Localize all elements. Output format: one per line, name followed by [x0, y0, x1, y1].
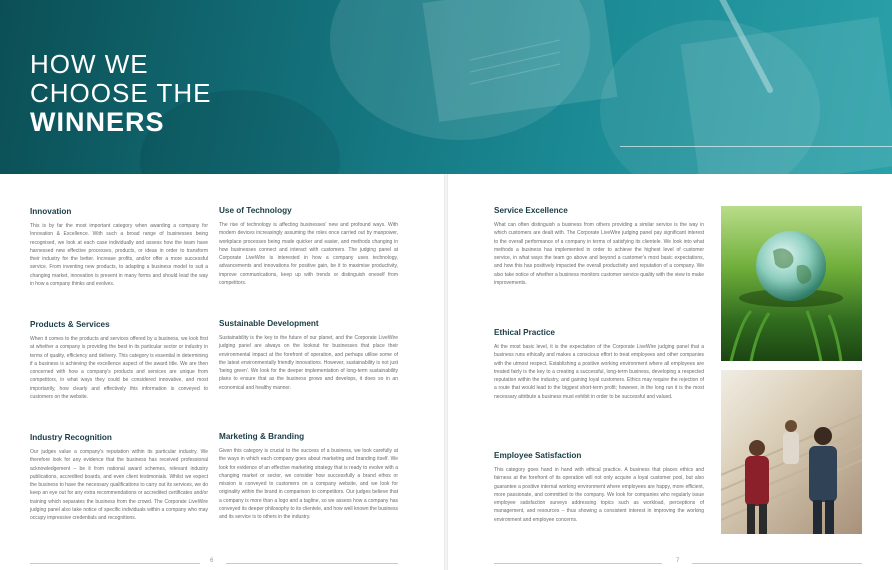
section-body: Sustainability is the key to the future of our planet, and the Corporate LiveWire judging panel are always on the lookout for businesses that place their environmental impact at the forefront of operation, and perhaps utilise some of the latest environmentally friendly innovations. However, sustainability is not just 'being green'. We look for the deeper implementation of long-term sustainability plans to ensure that as the business grows and develops, it does so in an economical and healthy manner.	[219, 335, 398, 391]
footer-rule	[30, 563, 200, 564]
page-number-right: 7	[676, 558, 680, 564]
section-use-of-technology	[219, 206, 398, 287]
globe-illustration	[721, 206, 862, 361]
section-title: Products & Services	[30, 320, 110, 329]
section-body: This category goes hand in hand with ethical practice. A business that places ethics and fairness at the forefront of its operation will not only acquire a loyal customer pool, but also guarantee a positive internal working environment where employees are happy, more efficient, more passionate, and committed to the company. We look for companies who regularly issue employee satisfaction surveys addressing topics such as workload, perceptions of management, and resources – thus showing a consistent interest in improving the working environment and employee concerns.	[494, 467, 704, 523]
section-employee-satisfaction	[494, 451, 704, 524]
banner-divider	[620, 146, 892, 147]
section-title: Use of Technology	[219, 206, 292, 215]
section-body: When it comes to the products and services offered by a business, we look first at whether a company is providing the best in its particular sector or industry in terms of quality, efficiency and delivery. This category is essential in determining if a business is achieving the excellence aspect of the award title. We are then concerned with how a company's products and services are unique from competitors, in what ways they could be considered innovative, and most importantly, how clearly and effectively this information is conveyed to customers on the website.	[30, 336, 208, 401]
footer-rule	[494, 563, 662, 564]
title-line-3: WINNERS	[30, 107, 165, 137]
section-title: Innovation	[30, 207, 72, 216]
section-title: Ethical Practice	[494, 328, 555, 337]
footer-rule	[692, 563, 862, 564]
section-body: Given this category is crucial to the success of a business, we look carefully at the ways in which each company goes about marketing and branding itself. We look for evidence of an effective marketing strategy that is ready to evolve with a changing market or sector, we consider how successfully a brand ethos or mission is conveyed to customers on a company website, and we look for originality within the brand in comparison to competitors. Our judges believe that a company is more than a logo and a tagline, so we assess how a company has conveyed its deeper philosophy to its clientele, and how well known the business and its service is to others in the industry.	[219, 448, 398, 521]
header-banner	[0, 0, 892, 174]
section-body: The rise of technology is affecting businesses' new and profound ways. With modern devices increasingly assuming the roles once carried out by manpower, workplace processes being made quicker and easier, and methods changing in how businesses connect and interact with customers. The judging panel at Corporate LiveWire is interested in how a company uses technology, advancements and innovations for positive gain, be it to maximise productivity, improve communications, keep up with trends or distinguish oneself from competitors.	[219, 222, 398, 287]
page-number-left: 6	[210, 558, 214, 564]
section-body: At the most basic level, it is the expectation of the Corporate LiveWire judging panel that a business runs ethically and makes a conscious effort to treat employees and other companies with the utmost respect. Establishing a positive working environment where all employees are treated fairly is the key to a creating a successful, long-term business, developing a respected reputation within the industry, and gaining loyal customers. Ethics may require the rejection of a route that would lead to the biggest short-term profit; however, in the long run it is the most necessary attribute a business must exhibit in order to be successful and valued.	[494, 344, 704, 400]
section-title: Employee Satisfaction	[494, 451, 582, 460]
footer-rule	[226, 563, 398, 564]
section-title: Industry Recognition	[30, 433, 112, 442]
page-title	[30, 50, 211, 137]
title-line-2: CHOOSE THE	[30, 78, 212, 108]
section-body: Our judges value a company's reputation within its particular industry. We therefore look for any evidence that the business has received professional acknowledgement – be it from national award schemes, relevant industry publications, accredited boards, and even client testimonials. Whilst we expect the business to have the necessary qualifications to carry out its services, we do keep an eye out for any extra recommendations or accredited certificates and/or training which separates the business from the crowd. The Corporate LiveWire judging panel also take notice of specific individuals within a company who may occupy impressive credentials and recognitions.	[30, 449, 208, 522]
section-marketing-branding	[219, 432, 398, 522]
section-sustainable-development	[219, 319, 398, 392]
section-industry-recognition	[30, 433, 208, 523]
section-title: Service Excellence	[494, 206, 568, 215]
section-products-services	[30, 320, 208, 401]
people-illustration	[721, 370, 862, 534]
section-body: What can often distinguish a business from others providing a similar service is the way in which customers are dealt with. The Corporate LiveWire judging panel pay significant interest to the overall performance of a company in terms of satisfying its clientele. We look into what methods a business has implemented in order to achieve the highest level of customer service, in what ways the team go above and beyond a customer's most basic expectations, and how this has positively impacted the overall productivity and reputation of a company. We also take notice of whether a business monitors customer service quality with the view to make improvements.	[494, 222, 704, 287]
globe-photo	[721, 206, 862, 361]
section-service-excellence	[494, 206, 704, 287]
section-title: Marketing & Branding	[219, 432, 305, 441]
section-ethical-practice	[494, 328, 704, 401]
section-title: Sustainable Development	[219, 319, 319, 328]
section-body: This is by far the most important category when awarding a company for Innovation & Excellence. With such a broad range of businesses being recognised, we look at each case individually and assess how the team have harnessed new effective processes, products, or ideas in order to transform their industry for the better. Increase profits, and/or offer a more successful service. From inventing new products, to adapting a business model to suit a changing market, innovation is present in many forms and should lead the way in how a company thinks and evolves.	[30, 223, 208, 288]
section-innovation	[30, 207, 208, 288]
team-stairs-photo	[721, 370, 862, 534]
title-line-1: HOW WE	[30, 49, 149, 79]
